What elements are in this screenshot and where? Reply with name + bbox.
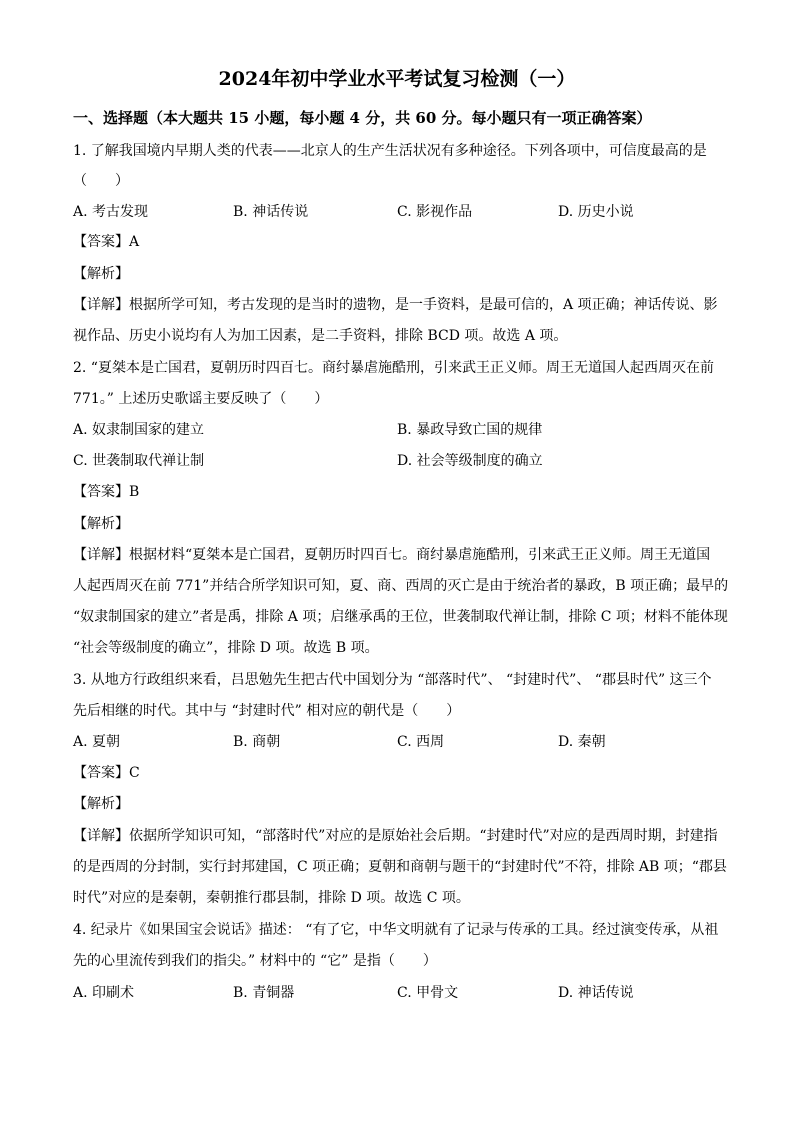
q3-stem-line-1: 3. 从地方行政组织来看，吕思勉先生把古代中国划分为 “部落时代”、 “封建时代”、 “郡县时代” 这三个 bbox=[73, 672, 712, 688]
q3-option-b: B. 商朝 bbox=[233, 734, 281, 750]
q2-option-d: D. 社会等级制度的确立 bbox=[397, 453, 543, 469]
answer-tag: 【答案】 bbox=[73, 765, 129, 781]
q1-answer-value: A bbox=[129, 234, 140, 250]
q1-analysis-tag: 【解析】 bbox=[73, 266, 129, 282]
q2-analysis-tag: 【解析】 bbox=[73, 516, 129, 532]
q2-stem-line-1: 2. “夏桀本是亡国君，夏朝历时四百七。商纣暴虐施酷刑，引来武王正义师。周王无道国人起西周灭在前 bbox=[73, 360, 714, 376]
q1-detail-line-2: 视作品、历史小说均有人为加工因素，是二手资料，排除 BCD 项。故选 A 项。 bbox=[73, 328, 568, 344]
q2-stem-line-2: 771。” 上述历史歌谣主要反映了（ ） bbox=[73, 391, 329, 407]
detail-tag: 【详解】 bbox=[73, 828, 129, 844]
q3-option-c: C. 西周 bbox=[397, 734, 445, 750]
q4-stem-line-1: 4. 纪录片《如果国宝会说话》描述： “有了它，中华文明就有了记录与传承的工具。经过演变传承，从祖 bbox=[73, 922, 719, 938]
q3-analysis-tag: 【解析】 bbox=[73, 796, 129, 812]
q1-option-a: A. 考古发现 bbox=[73, 204, 149, 220]
q4-option-d: D. 神话传说 bbox=[558, 985, 634, 1001]
page-title: 2024年初中学业水平考试复习检测（一） bbox=[218, 68, 576, 90]
q4-stem-line-2: 先的心里流传到我们的指尖。” 材料中的 “它” 是指（ ） bbox=[73, 953, 437, 969]
answer-tag: 【答案】 bbox=[73, 484, 129, 500]
q3-detail-line-3: 时代”对应的是秦朝，秦朝推行郡县制，排除 D 项。故选 C 项。 bbox=[73, 890, 470, 906]
q3-detail-line-2: 的是西周的分封制，实行封邦建国，C 项正确；夏朝和商朝与题干的“封建时代”不符，排除 AB 项；“郡县 bbox=[73, 859, 727, 875]
q1-detail-line-1 bbox=[73, 296, 718, 314]
q2-option-a: A. 奴隶制国家的建立 bbox=[73, 422, 205, 438]
q3-stem-line-2: 先后相继的时代。其中与 “封建时代” 相对应的朝代是（ ） bbox=[73, 703, 461, 719]
q3-answer bbox=[73, 764, 140, 782]
q3-option-d: D. 秦朝 bbox=[558, 734, 606, 750]
q1-stem-line-1: 1. 了解我国境内早期人类的代表——北京人的生产生活状况有多种途径。下列各项中，可信度最高的是 bbox=[73, 143, 707, 159]
section-heading: 一、选择题（本大题共 15 小题，每小题 4 分，共 60 分。每小题只有一项正确答案） bbox=[73, 109, 652, 127]
q4-option-a: A. 印刷术 bbox=[73, 985, 135, 1001]
q3-option-a: A. 夏朝 bbox=[73, 734, 121, 750]
answer-tag: 【答案】 bbox=[73, 234, 129, 250]
detail-tag: 【详解】 bbox=[73, 547, 129, 563]
q3-detail-line-1 bbox=[73, 827, 718, 845]
q2-detail-line-2: 人起西周灭在前 771”并结合所学知识可知，夏、商、西周的灭亡是由于统治者的暴政，B 项正确；最早的 bbox=[73, 578, 729, 594]
q1-option-d: D. 历史小说 bbox=[558, 204, 634, 220]
q2-detail-line-4: “社会等级制度的确立”，排除 D 项。故选 B 项。 bbox=[73, 640, 379, 656]
q2-detail-line-3: “奴隶制国家的建立”者是禹，排除 A 项；启继承禹的王位，世袭制取代禅让制，排除 C 项；材料不能体现 bbox=[73, 609, 728, 625]
q2-option-b: B. 暴政导致亡国的规律 bbox=[397, 422, 543, 438]
q4-option-c: C. 甲骨文 bbox=[397, 985, 459, 1001]
detail-tag: 【详解】 bbox=[73, 297, 129, 313]
q3-detail-text: 依据所学知识可知，“部落时代”对应的是原始社会后期。“封建时代”对应的是西周时期，封建指 bbox=[129, 828, 718, 844]
q1-answer bbox=[73, 233, 139, 251]
q2-answer-value: B bbox=[129, 484, 140, 500]
q2-detail-text: 根据材料“夏桀本是亡国君，夏朝历时四百七。商纣暴虐施酷刑，引来武王正义师。周王无道国 bbox=[129, 547, 711, 563]
q4-option-b: B. 青铜器 bbox=[233, 985, 295, 1001]
q2-answer bbox=[73, 483, 139, 501]
q3-answer-value: C bbox=[129, 765, 140, 781]
q1-option-b: B. 神话传说 bbox=[233, 204, 309, 220]
q1-option-c: C. 影视作品 bbox=[397, 204, 473, 220]
q2-detail-line-1 bbox=[73, 546, 710, 564]
q2-option-c: C. 世袭制取代禅让制 bbox=[73, 453, 205, 469]
q1-stem-line-2: （ ） bbox=[73, 173, 129, 189]
q1-detail-text: 根据所学可知，考古发现的是当时的遗物，是一手资料，是最可信的，A 项正确；神话传说、影 bbox=[129, 297, 718, 313]
